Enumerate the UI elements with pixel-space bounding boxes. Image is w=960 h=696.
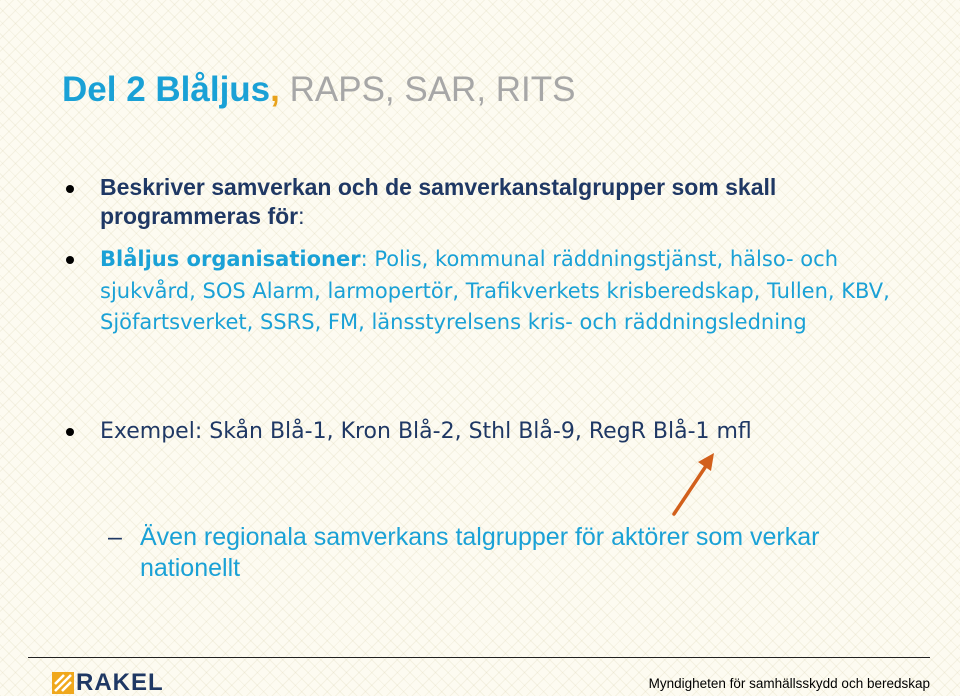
bullet-exempel: Exempel: Skån Blå-1, Kron Blå-2, Sthl Blå-9, RegR Blå-1 mfl <box>100 416 910 447</box>
agency-name: Myndigheten för samhällsskydd och beredskap <box>648 676 930 691</box>
bullet-samverkan-text: Beskriver samverkan och de samverkanstalgrupper som skall programmeras för <box>100 174 777 229</box>
bullet-samverkan-colon: : <box>298 203 305 229</box>
bullet-organisationer-lead: Blåljus organisationer <box>100 247 361 271</box>
footer-divider <box>28 657 930 658</box>
title-main: Del 2 Blåljus <box>62 70 271 109</box>
title-comma: , <box>270 70 280 109</box>
arrow-icon <box>668 452 720 518</box>
sub-bullet-regionala: – Även regionala samverkans talgrupper för aktörer som verkar nationellt <box>140 522 900 584</box>
rakel-logo-text: RAKEL <box>76 669 164 696</box>
bullet-organisationer <box>100 244 910 339</box>
bullet-samverkan <box>100 173 910 231</box>
slide-title <box>62 68 576 112</box>
rakel-logo-icon <box>52 672 74 694</box>
title-subtitle: RAPS, SAR, RITS <box>279 70 576 109</box>
bullet-organisationer-list: : Polis, kommunal räddningstjänst, hälso- och sjukvård, SOS Alarm, larmopertör, Trafikverkets krisberedskap, Tullen, KBV, Sjöfartsverket, SSRS, FM, länsstyrelsens kris- och räddningsledning <box>100 247 890 334</box>
rakel-logo <box>52 671 164 695</box>
